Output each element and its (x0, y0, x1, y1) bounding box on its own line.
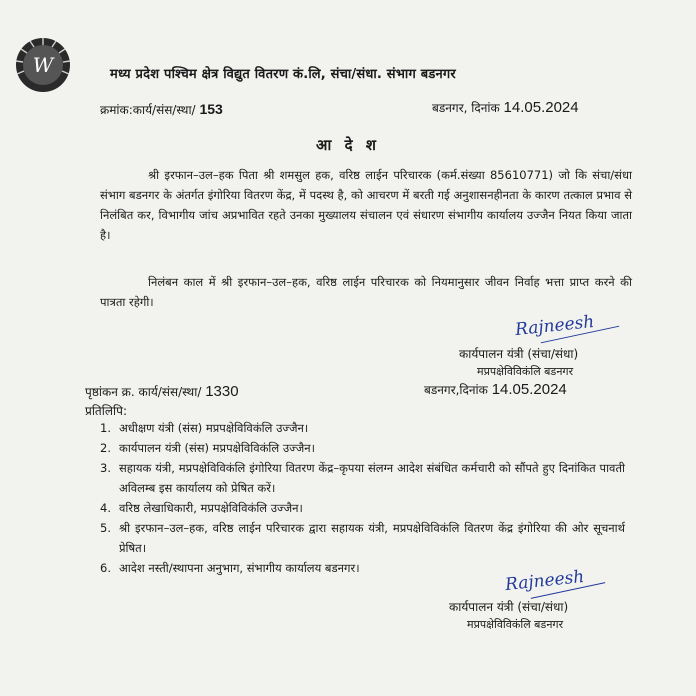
svg-text:W: W (32, 53, 54, 77)
signatory-org-1: मप्रपक्षेविविकंलि बडनगर (477, 365, 574, 378)
endorsement-date-value: 14.05.2024 (491, 381, 567, 398)
list-item-text: वरिष्ठ लेखाधिकारी, मप्रपक्षेविविकंलि उज्जैन। (119, 501, 303, 515)
signatory-block-1 (459, 345, 578, 381)
list-item-number: 1. (100, 421, 111, 435)
handwritten-signature-2: Rajneesh (504, 566, 586, 596)
signatory-title-2: कार्यपालन यंत्री (संचा/संधा) (449, 600, 569, 614)
list-item-number: 3. (100, 461, 111, 475)
order-date-prefix: बडनगर, दिनांक (432, 101, 500, 115)
list-item-text: अधीक्षण यंत्री (संस) मप्रपक्षेविविकंलि उज्जैन। (119, 421, 309, 435)
endorsement-date (424, 381, 567, 398)
signatory-org-2: मप्रपक्षेविविकंलि बडनगर (467, 618, 564, 631)
list-item (85, 458, 625, 498)
endorsement-reference-number: 1330 (205, 383, 239, 400)
handwritten-signature-1: Rajneesh (514, 311, 596, 341)
list-item-number: 6. (100, 561, 111, 575)
list-item (85, 498, 625, 518)
order-paragraph-2: निलंबन काल में श्री इरफान–उल–हक, वरिष्ठ लाईन परिचारक को नियमानुसार जीवन निर्वाह भत्ता प्राप्त करने की पात्रता रहेगी। (100, 275, 632, 309)
list-item-text: आदेश नस्ती/स्थापना अनुभाग, संभागीय कार्यालय बडनगर। (119, 561, 360, 575)
order-date (432, 99, 579, 116)
organization-header: मध्य प्रदेश पश्चिम क्षेत्र विद्युत वितरण कं.लि, संचा/संधा. संभाग बडनगर (110, 67, 456, 82)
endorsement-reference-prefix: पृष्ठांकन क्र. कार्य/संस/स्था/ (85, 385, 202, 399)
company-logo-icon (14, 36, 72, 94)
list-item-text: श्री इरफान–उल–हक, वरिष्ठ लाईन परिचारक द्वारा सहायक यंत्री, मप्रपक्षेविविकंलि वितरण केंद्र इंगोरिया की ओर सूचनार्थ प्रेषित। (119, 521, 625, 555)
list-item (85, 518, 625, 558)
order-reference-number: 153 (199, 101, 223, 117)
order-title: आ दे श (316, 136, 380, 154)
list-item-number: 4. (100, 501, 111, 515)
endorsement-date-prefix: बडनगर,दिनांक (424, 383, 488, 397)
signatory-title-1: कार्यपालन यंत्री (संचा/संधा) (459, 347, 579, 361)
order-reference-prefix: क्रमांक:कार्य/संस/स्था/ (100, 103, 196, 117)
list-item-number: 5. (100, 521, 111, 535)
list-item-number: 2. (100, 441, 111, 455)
copy-to-label: प्रतिलिपि: (85, 404, 127, 418)
endorsement-reference (85, 383, 239, 400)
list-item (85, 418, 625, 438)
list-item-text: सहायक यंत्री, मप्रपक्षेविविकंलि इंगोरिया वितरण केंद्र–कृपया संलग्न आदेश संबंधित कर्मचारी को सौंपते हुए दिनांकित पावती अविलम्ब इस कार्यालय को प्रेषित करें। (119, 461, 625, 495)
copy-to-list (85, 418, 625, 578)
order-date-value: 14.05.2024 (503, 99, 579, 116)
list-item-text: कार्यपालन यंत्री (संस) मप्रपक्षेविविकंलि उज्जैन। (119, 441, 316, 455)
list-item (85, 438, 625, 458)
signatory-block-2 (449, 598, 568, 634)
order-paragraph-1: श्री इरफान–उल–हक पिता श्री शमसुल हक, वरिष्ठ लाईन परिचारक (कर्म.संख्या 85610771) जो कि संचा/संधा संभाग बडनगर के अंतर्गत इंगोरिया वितरण केंद्र, में पदस्थ है, को आचरण में बरती गई अनुशासनहीनता के कारण तत्काल प्रभाव से निलंबित कर, विभागीय जांच अप्रभावित रहते उनका मुख्यालय संचालन एवं संधारण संभागीय कार्यालय उज्जैन नियत किया जाता है। (100, 168, 632, 242)
order-reference (100, 101, 223, 118)
